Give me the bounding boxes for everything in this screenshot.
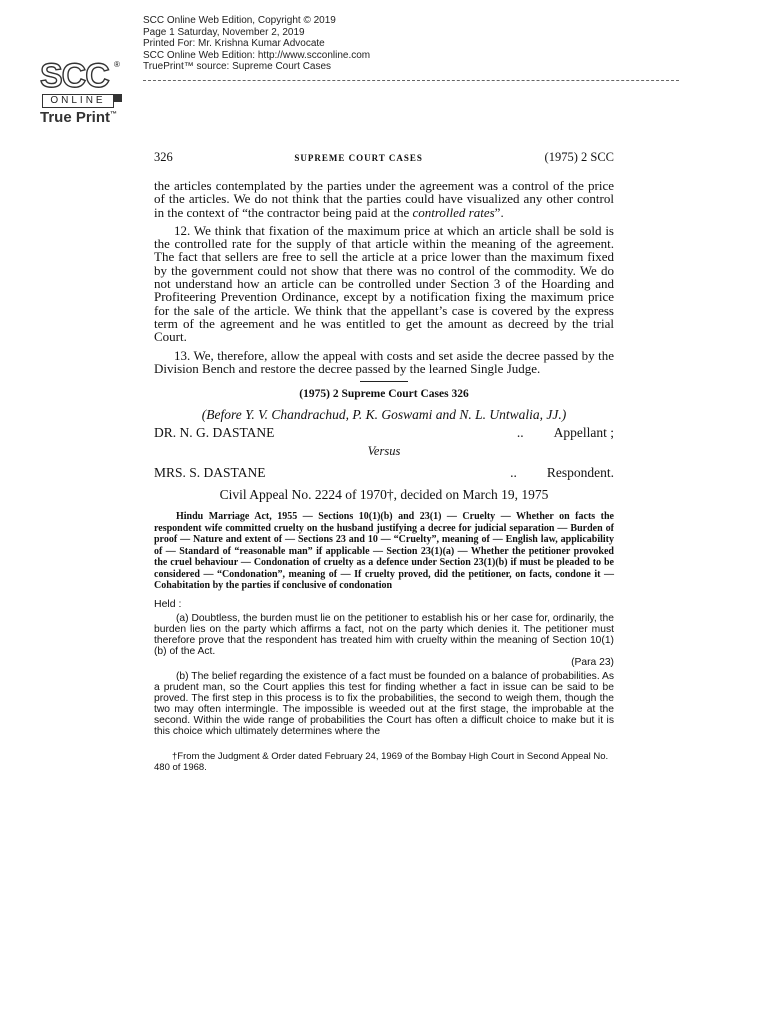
print-metadata xyxy=(143,15,683,73)
logo-registered-mark: ® xyxy=(114,60,120,69)
paragraph-continued: the articles contemplated by the parties under the agreement was a control of the price of the articles. We do not think that the parties could have visualized any other control in the context of “the contractor being paid at the controlled rates”. xyxy=(154,178,614,220)
respondent-name: MRS. S. DASTANE xyxy=(154,465,266,481)
document-page xyxy=(154,150,614,773)
logo-flag-icon xyxy=(114,94,122,102)
running-head xyxy=(154,150,614,165)
paragraph-12: 12. We think that fixation of the maximum price at which an article shall be sold is the controlled rate for the supply of that article within the meaning of the agreement. The fact that sellers are free to sell the article at a price lower than the maximum fixed by the government could not show that there was no control of the commodity. We do not understand how an article can be controlled under Section 3 of the Hoarding and Profiteering Prevention Ordinance, except by a notification fixing the maximum price for the sale of the article. We think that the appellant’s case is covered by the express term of the agreement and he was entitled to get the amount as decreed by the trial Court. xyxy=(154,222,614,345)
bench-composition: (Before Y. V. Chandrachud, P. K. Goswami and N. L. Untwalia, JJ.) xyxy=(201,407,567,423)
appellant-role: Appellant ; xyxy=(553,425,614,441)
appellant-line xyxy=(154,425,614,441)
metadata-line: Printed For: Mr. Krishna Kumar Advocate xyxy=(143,38,325,49)
respondent-role: Respondent. xyxy=(546,465,614,481)
held-point-b: (b) The belief regarding the existence of a fact must be founded on a balance of probabilities. As a prudent man, so the Court applies this test for finding whether a fact in issue can be said to be proved. The first step in this process is to fix the probabilities, the second to weigh them, though the two may often intermingle. The impossible is weeded out at the first stage, the improbable at the second. Within the wide range of probabilities the Court has often a difficult choice to make but it is this choice which ultimately determines where the xyxy=(154,670,614,737)
para-reference: (Para 23) xyxy=(571,656,614,668)
leader-dots: .. xyxy=(510,465,517,481)
report-title: SUPREME COURT CASES xyxy=(294,153,423,163)
report-citation: (1975) 2 SCC xyxy=(544,150,614,164)
respondent-line xyxy=(154,465,614,481)
logo-online-text: ONLINE xyxy=(42,94,114,108)
metadata-line: SCC Online Web Edition, Copyright © 2019 xyxy=(143,15,336,26)
metadata-line: SCC Online Web Edition: http://www.scconline.com xyxy=(143,49,371,61)
scc-online-logo xyxy=(40,57,124,126)
held-point-a: (a) Doubtless, the burden must lie on the petitioner to establish his or her case for, ordinarily, the burden lies on the party which affirms a fact, not on the party which denies it. The petitioner must therefore prove that the respondent has treated him with cruelty within the meaning of Section 10(1)(b) of the Act. (Para 23) xyxy=(154,612,614,668)
header-divider xyxy=(143,80,679,81)
metadata-line: Page 1 Saturday, November 2, 2019 xyxy=(143,26,305,38)
held-section xyxy=(154,613,614,737)
appellant-name: DR. N. G. DASTANE xyxy=(154,425,275,441)
case-citation: (1975) 2 Supreme Court Cases 326 xyxy=(299,388,469,401)
footnote: †From the Judgment & Order dated February 24, 1969 of the Bombay High Court in Second Appeal No. 480 of 1968. xyxy=(154,750,609,773)
versus-label: Versus xyxy=(367,444,401,459)
judgment-body xyxy=(154,179,614,375)
headnote: Hindu Marriage Act, 1955 — Sections 10(1)(b) and 23(1) — Cruelty — Whether on facts the respondent wife committed cruelty on the husband justifying a decree for judicial separation — Burden of proof — Nature and extent of — Sections 23 and 10 — “Cruelty”, meaning of — English law, applicability of — Standard of “reasonable man” if applicable — Section 23(1)(a) — Whether the petitioner provoked the cruel behaviour — Condonation of cruelty as a defence under Section 23(1)(b) if must be pleaded to be considered — “Condonation”, meaning of — If cruelty proved, did the petitioner, on facts, condone it — Cohabitation by the parties if conclusive of condonation xyxy=(154,511,614,592)
section-divider xyxy=(360,381,408,382)
held-label: Held : xyxy=(154,597,182,610)
page-number: 326 xyxy=(154,150,173,164)
paragraph-13: 13. We, therefore, allow the appeal with costs and set aside the decree passed by the Division Bench and restore the decree passed by the learned Single Judge. xyxy=(154,347,614,376)
logo-scc-text: SCC xyxy=(40,57,109,95)
logo-true-print: True Print™ xyxy=(40,109,118,126)
metadata-line: TruePrint™ source: Supreme Court Cases xyxy=(143,61,332,72)
appeal-details: Civil Appeal No. 2224 of 1970†, decided on March 19, 1975 xyxy=(219,487,549,503)
leader-dots: .. xyxy=(516,425,524,441)
